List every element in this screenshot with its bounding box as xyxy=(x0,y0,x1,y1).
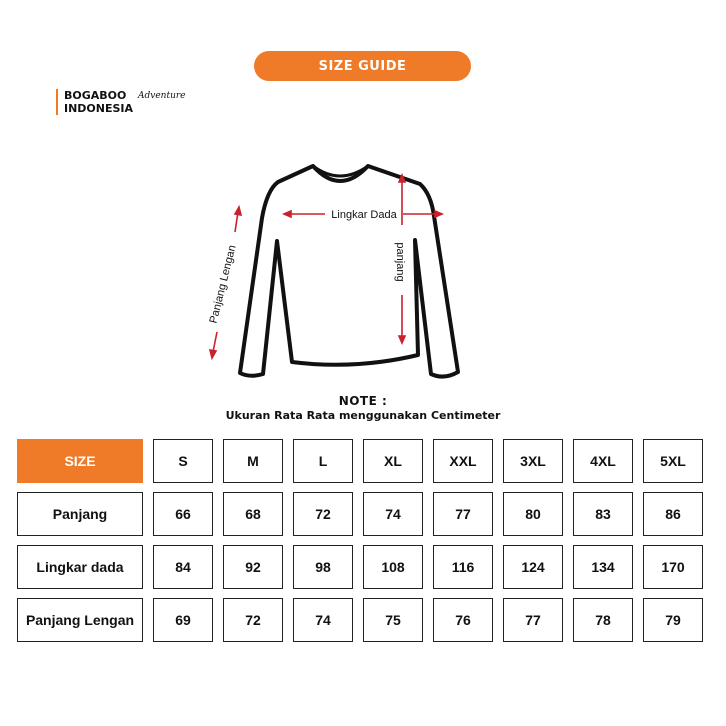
size-value-cell: 80 xyxy=(503,492,563,536)
size-value-cell: 74 xyxy=(293,598,353,642)
chest-arrow-head-left xyxy=(284,211,291,217)
size-value-cell: 83 xyxy=(573,492,633,536)
size-value-cell: 69 xyxy=(153,598,213,642)
size-value-cell: 134 xyxy=(573,545,633,589)
size-value-cell: 84 xyxy=(153,545,213,589)
size-value-cell: 72 xyxy=(293,492,353,536)
note-title: NOTE : xyxy=(338,394,388,408)
length-label: panjang xyxy=(394,242,406,282)
size-header-cell: XXL xyxy=(433,439,493,483)
size-value-cell: 77 xyxy=(433,492,493,536)
size-value-cell: 76 xyxy=(433,598,493,642)
size-header-cell: M xyxy=(223,439,283,483)
note-body: Ukuran Rata Rata menggunakan Centimeter xyxy=(225,409,501,422)
size-value-cell: 74 xyxy=(363,492,423,536)
row-label: Panjang Lengan xyxy=(17,598,143,642)
size-value-cell: 75 xyxy=(363,598,423,642)
shirt-outline xyxy=(240,166,458,377)
size-value-cell: 116 xyxy=(433,545,493,589)
size-header-label: SIZE xyxy=(17,439,143,483)
length-arrow-head-bottom xyxy=(399,336,405,343)
shirt-diagram xyxy=(195,160,485,385)
size-value-cell: 77 xyxy=(503,598,563,642)
row-label: Panjang xyxy=(17,492,143,536)
size-header-cell: S xyxy=(153,439,213,483)
size-value-cell: 68 xyxy=(223,492,283,536)
sleeve-arrow-line-bottom xyxy=(213,332,217,352)
size-value-cell: 86 xyxy=(643,492,703,536)
size-value-cell: 66 xyxy=(153,492,213,536)
size-value-cell: 98 xyxy=(293,545,353,589)
size-value-cell: 78 xyxy=(573,598,633,642)
size-value-cell: 79 xyxy=(643,598,703,642)
row-label: Lingkar dada xyxy=(17,545,143,589)
size-header-cell: 3XL xyxy=(503,439,563,483)
size-value-cell: 108 xyxy=(363,545,423,589)
size-value-cell: 72 xyxy=(223,598,283,642)
size-value-cell: 124 xyxy=(503,545,563,589)
brand-logo xyxy=(56,89,186,115)
size-header-cell: L xyxy=(293,439,353,483)
size-value-cell: 170 xyxy=(643,545,703,589)
sleeve-arrow-head-bottom xyxy=(210,350,216,358)
size-guide-title: SIZE GUIDE xyxy=(254,51,471,81)
size-value-cell: 92 xyxy=(223,545,283,589)
brand-name-line1: BOGABOO xyxy=(64,89,127,102)
size-header-cell: XL xyxy=(363,439,423,483)
brand-name-line2: INDONESIA xyxy=(64,102,134,115)
sleeve-arrow-head-top xyxy=(235,207,241,215)
sleeve-label: Panjang Lengan xyxy=(207,243,239,325)
size-header-cell: 4XL xyxy=(573,439,633,483)
brand-script: Adventure xyxy=(138,91,186,101)
chest-arrow-head-right xyxy=(435,211,442,217)
chest-label: Lingkar Dada xyxy=(331,209,397,221)
size-header-cell: 5XL xyxy=(643,439,703,483)
